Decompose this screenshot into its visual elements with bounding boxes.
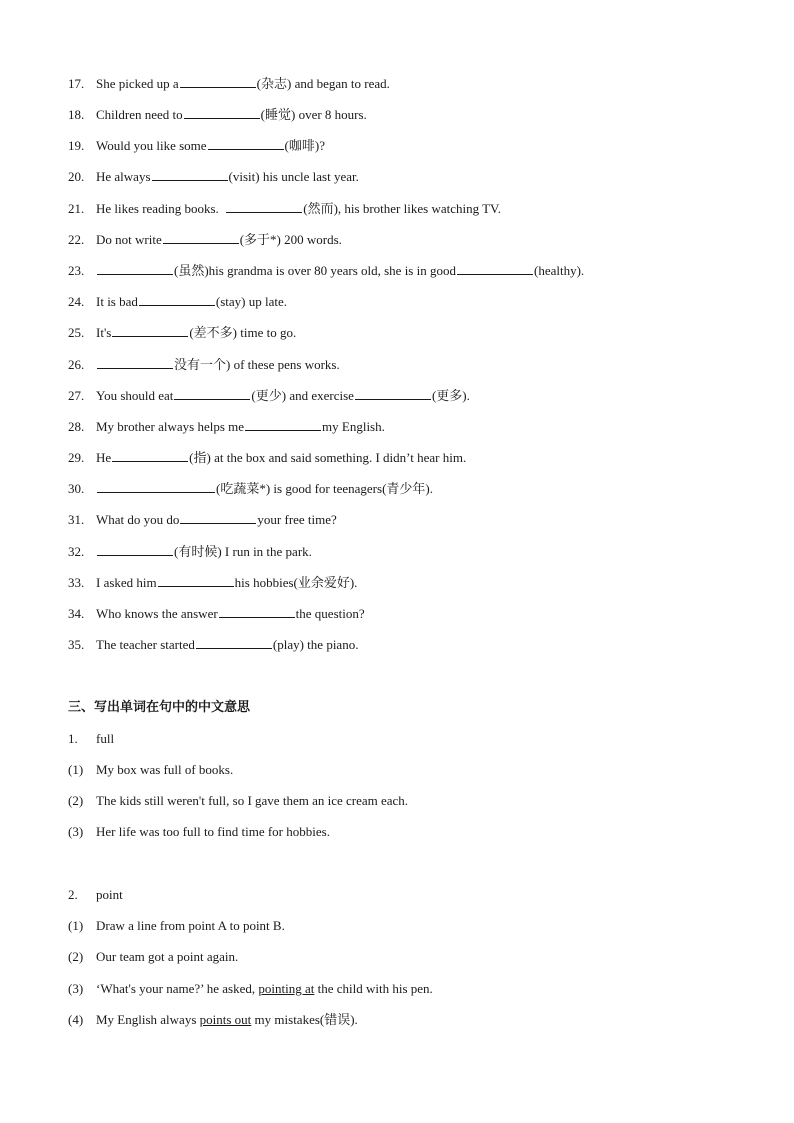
answer-blank[interactable] xyxy=(457,261,533,275)
exercise-number: 33. xyxy=(68,575,85,590)
sentence-number: (1) xyxy=(68,762,84,777)
vocab-sentence xyxy=(68,822,754,842)
word-label: full xyxy=(96,731,115,746)
exercise-number: 26. xyxy=(68,357,85,372)
answer-blank[interactable] xyxy=(208,136,284,150)
exercise-text: (然而), his brother likes watching TV. xyxy=(303,201,502,216)
exercise-32 xyxy=(68,542,754,562)
exercise-text: (杂志) and began to read. xyxy=(256,76,390,91)
exercise-30 xyxy=(68,479,754,499)
exercise-text: Do not write xyxy=(96,232,162,247)
vocab-sentence xyxy=(68,916,754,936)
answer-blank[interactable] xyxy=(245,417,321,431)
answer-blank[interactable] xyxy=(174,386,250,400)
exercise-text: (有时候) I run in the park. xyxy=(174,544,312,559)
sentence-text: the child with his pen. xyxy=(314,981,433,996)
exercise-text: (咖啡)? xyxy=(284,138,325,153)
sentence-number: (4) xyxy=(68,1012,84,1027)
exercise-text: (虽然)his grandma is over 80 years old, she is in good xyxy=(174,263,456,278)
answer-blank[interactable] xyxy=(158,573,234,587)
exercise-text: (stay) up late. xyxy=(215,294,288,309)
exercise-number: 27. xyxy=(68,388,85,403)
exercise-text: Would you like some xyxy=(96,138,207,153)
sentence-number: (2) xyxy=(68,949,84,964)
answer-blank[interactable] xyxy=(180,510,256,524)
exercise-23 xyxy=(68,261,754,281)
exercise-21 xyxy=(68,199,754,219)
vocab-sentence xyxy=(68,791,754,811)
sentence-number: (1) xyxy=(68,918,84,933)
exercise-text: You should eat xyxy=(96,388,174,403)
exercise-number: 20. xyxy=(68,169,85,184)
exercise-text: the question? xyxy=(295,606,365,621)
exercise-text: (睡觉) over 8 hours. xyxy=(260,107,367,122)
exercise-number: 24. xyxy=(68,294,85,309)
exercise-20 xyxy=(68,167,754,187)
exercise-text: My brother always helps me xyxy=(96,419,245,434)
exercise-35 xyxy=(68,635,754,655)
exercise-text: He xyxy=(96,450,112,465)
word-number: 1. xyxy=(68,731,78,746)
exercise-28 xyxy=(68,417,754,437)
exercise-text: (指) at the box and said something. I didn’t hear him. xyxy=(189,450,467,465)
exercise-text: It's xyxy=(96,325,112,340)
exercise-number: 28. xyxy=(68,419,85,434)
exercise-text: your free time? xyxy=(257,512,337,527)
exercise-24 xyxy=(68,292,754,312)
section-heading: 三、写出单词在句中的中文意思 xyxy=(68,700,251,715)
exercise-18 xyxy=(68,105,754,125)
underlined-phrase: points out xyxy=(199,1012,252,1027)
sentence-text: Her life was too full to find time for hobbies. xyxy=(96,824,330,839)
exercise-text: (visit) his uncle last year. xyxy=(228,169,359,184)
exercise-number: 21. xyxy=(68,201,85,216)
exercise-31 xyxy=(68,510,754,530)
vocab-sentence xyxy=(68,947,754,967)
exercise-number: 35. xyxy=(68,637,85,652)
exercise-29 xyxy=(68,448,754,468)
exercise-number: 23. xyxy=(68,263,85,278)
sentence-text: My English always xyxy=(96,1012,200,1027)
exercise-26 xyxy=(68,355,754,375)
vocab-sentence xyxy=(68,760,754,780)
exercise-text: He always xyxy=(96,169,151,184)
exercise-text: I asked him xyxy=(96,575,157,590)
answer-blank[interactable] xyxy=(112,448,188,462)
answer-blank[interactable] xyxy=(97,479,215,493)
exercise-text: (更多). xyxy=(431,388,470,403)
sentence-number: (2) xyxy=(68,793,84,808)
exercise-number: 25. xyxy=(68,325,85,340)
exercise-text: Who knows the answer xyxy=(96,606,218,621)
exercise-25 xyxy=(68,323,754,343)
exercise-number: 22. xyxy=(68,232,85,247)
exercise-text: 没有一个) of these pens works. xyxy=(174,357,340,372)
answer-blank[interactable] xyxy=(139,292,215,306)
exercise-text: (多于*) 200 words. xyxy=(239,232,342,247)
answer-blank[interactable] xyxy=(355,386,431,400)
exercise-number: 19. xyxy=(68,138,85,153)
exercise-text: It is bad xyxy=(96,294,138,309)
exercise-text: (healthy). xyxy=(533,263,585,278)
exercise-34 xyxy=(68,604,754,624)
answer-blank[interactable] xyxy=(219,604,295,618)
answer-blank[interactable] xyxy=(163,230,239,244)
exercise-text: What do you do xyxy=(96,512,180,527)
sentence-number: (3) xyxy=(68,981,84,996)
sentence-text: Draw a line from point A to point B. xyxy=(96,918,285,933)
sentence-text: Our team got a point again. xyxy=(96,949,239,964)
exercise-number: 32. xyxy=(68,544,85,559)
answer-blank[interactable] xyxy=(97,355,173,369)
exercise-22 xyxy=(68,230,754,250)
vocab-sentence xyxy=(68,1010,754,1030)
answer-blank[interactable] xyxy=(184,105,260,119)
answer-blank[interactable] xyxy=(97,542,173,556)
sentence-text: My box was full of books. xyxy=(96,762,234,777)
vocab-sentence xyxy=(68,979,754,999)
exercise-number: 34. xyxy=(68,606,85,621)
exercise-number: 31. xyxy=(68,512,85,527)
exercise-text: Children need to xyxy=(96,107,183,122)
exercise-19 xyxy=(68,136,754,156)
exercise-number: 29. xyxy=(68,450,85,465)
exercise-text: The teacher started xyxy=(96,637,195,652)
exercise-text: my English. xyxy=(322,419,385,434)
exercise-text: (更少) and exercise xyxy=(251,388,354,403)
sentence-text: The kids still weren't full, so I gave them an ice cream each. xyxy=(96,793,409,808)
exercise-17 xyxy=(68,74,754,94)
answer-blank[interactable] xyxy=(226,199,302,213)
exercise-number: 17. xyxy=(68,76,85,91)
exercise-text: (吃蔬菜*) is good for teenagers(青少年). xyxy=(216,481,433,496)
exercise-text: his hobbies(业余爱好). xyxy=(234,575,358,590)
sentence-text: my mistakes(错误). xyxy=(251,1012,358,1027)
exercise-text: She picked up a xyxy=(96,76,179,91)
answer-blank[interactable] xyxy=(180,74,256,88)
exercise-number: 30. xyxy=(68,481,85,496)
exercise-text: He likes reading books. xyxy=(96,201,226,216)
exercise-text: (差不多) time to go. xyxy=(189,325,297,340)
exercise-number: 18. xyxy=(68,107,85,122)
word-number: 2. xyxy=(68,887,78,902)
exercise-text: (play) the piano. xyxy=(272,637,359,652)
answer-blank[interactable] xyxy=(112,323,188,337)
vocab-word-point xyxy=(68,885,754,905)
word-label: point xyxy=(96,887,123,902)
answer-blank[interactable] xyxy=(196,635,272,649)
sentence-text: ‘What's your name?’ he asked, xyxy=(96,981,259,996)
underlined-phrase: pointing at xyxy=(258,981,315,996)
sentence-number: (3) xyxy=(68,824,84,839)
exercise-27 xyxy=(68,386,754,406)
exercise-33 xyxy=(68,573,754,593)
answer-blank[interactable] xyxy=(152,167,228,181)
vocab-word-full xyxy=(68,729,754,749)
answer-blank[interactable] xyxy=(97,261,173,275)
